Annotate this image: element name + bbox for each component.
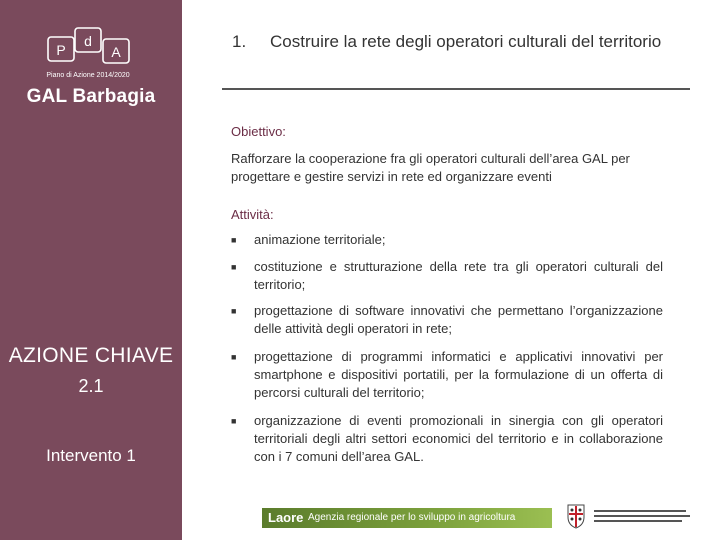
activity-item — [231, 302, 663, 338]
key-action-number: 2.1 — [78, 376, 104, 396]
sidebar — [0, 0, 182, 540]
square-bullet-icon: ■ — [231, 416, 237, 426]
activities-list — [231, 231, 663, 466]
key-action — [0, 344, 182, 397]
activity-text: animazione territoriale; — [254, 232, 386, 247]
square-bullet-icon: ■ — [231, 235, 237, 245]
activity-text: progettazione di programmi informatici e applicativi innovativi per smartphone e dispositivi portatili, per la formulazione di un offerta di percorsi culturali del territorio; — [254, 349, 663, 400]
activity-item — [231, 231, 663, 249]
activity-item — [231, 258, 663, 294]
activity-text: costituzione e strutturazione della rete tra gli operatori culturali del territorio; — [254, 259, 663, 292]
intervention-label: Intervento 1 — [46, 446, 136, 465]
activity-text: progettazione di software innovativi che permettano l’organizzazione delle attività degli operatori in rete; — [254, 303, 663, 336]
logo-letter-a: A — [111, 44, 121, 60]
heading-divider — [222, 88, 690, 90]
square-bullet-icon: ■ — [231, 352, 237, 362]
brand-name: GAL Barbagia — [26, 86, 156, 107]
laore-tagline: Agenzia regionale per lo sviluppo in agricoltura — [308, 512, 516, 523]
activities-label: Attività: — [231, 207, 274, 222]
activity-item — [231, 412, 663, 466]
objective-label: Obiettivo: — [231, 124, 286, 139]
activity-text: organizzazione di eventi promozionali in sinergia con gli operatori territoriali degli altri settori economici del territorio e in collaborazione con i 7 comuni dell’area GAL. — [254, 413, 663, 464]
regional-small-print — [594, 510, 690, 524]
activity-item — [231, 348, 663, 402]
laore-brand: Laore — [268, 510, 304, 525]
square-bullet-icon: ■ — [231, 262, 237, 272]
logo-caption: Piano di Azione 2014/2020 — [46, 72, 130, 79]
heading-number: 1. — [232, 32, 247, 51]
logo-letter-d: d — [84, 33, 92, 49]
sardinia-emblem-icon — [566, 503, 586, 529]
key-action-title: AZIONE CHIAVE — [8, 344, 174, 367]
laore-footer-banner — [262, 508, 552, 528]
square-bullet-icon: ■ — [231, 306, 237, 316]
logo-letter-p: P — [56, 42, 66, 58]
objective-text: Rafforzare la cooperazione fra gli operatori culturali dell’area GAL per progettare e gestire servizi in rete ed organizzare eventi — [231, 151, 630, 184]
heading-text: Costruire la rete degli operatori culturali del territorio — [270, 32, 662, 51]
